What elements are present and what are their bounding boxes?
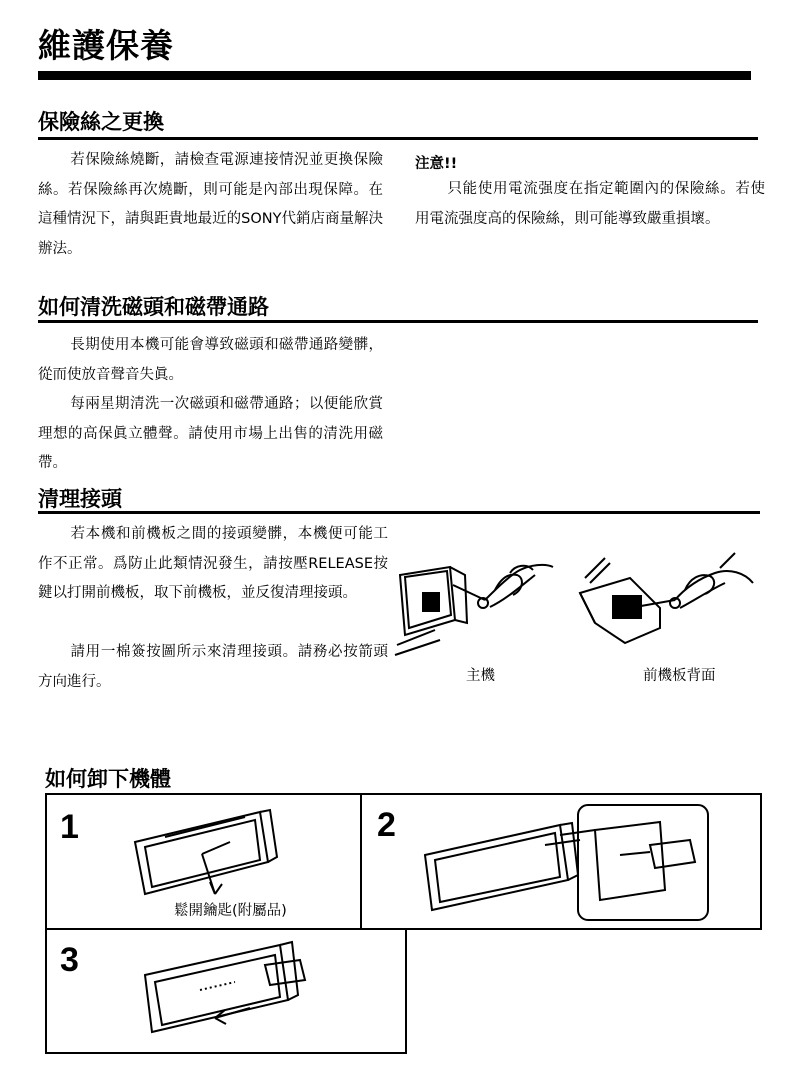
step-2-illustration xyxy=(420,800,720,925)
main-unit-cleaning-illustration xyxy=(395,545,570,660)
step-1-caption: 鬆開鑰匙(附屬品) xyxy=(174,903,287,919)
fuse-note-text: 只能使用電流强度在指定範圍內的保險絲。若使用電流强度高的保險絲，則可能導致嚴重損壞。 xyxy=(415,181,765,227)
caption-main-unit: 主機 xyxy=(466,668,495,684)
connector-section-title: 清理接頭 xyxy=(38,487,122,511)
fuse-body-text: 若保險絲燒斷，請檢查電源連接情況並更換保險絲。若保險絲再次燒斷，則可能是內部出現保障。在這種情況下，請與距貴地最近的SONY代銷店商量解決辦法。 xyxy=(38,152,383,257)
fuse-note-body xyxy=(415,175,765,234)
caption-front-panel-back: 前機板背面 xyxy=(643,668,716,684)
step-1-number: 1 xyxy=(60,808,79,846)
fuse-body xyxy=(38,146,383,264)
connector-p2-text: 請用一棉簽按圖所示來清理接頭。請務必按箭頭方向進行。 xyxy=(38,644,388,690)
removal-section-title: 如何卸下機體 xyxy=(45,767,171,791)
page-title: 維護保養 xyxy=(38,26,174,65)
step-2-number: 2 xyxy=(377,806,396,844)
connector-p2 xyxy=(38,638,388,697)
title-rule xyxy=(38,71,751,80)
head-clean-p2 xyxy=(38,390,383,479)
front-panel-cleaning-illustration xyxy=(575,548,775,660)
head-clean-section-rule xyxy=(38,320,758,323)
step-3-illustration xyxy=(140,930,315,1045)
fuse-section-title: 保險絲之更換 xyxy=(38,110,164,134)
connector-p1-text: 若本機和前機板之間的接頭變髒，本機便可能工作不正常。爲防止此類情況發生，請按壓RELEASE按鍵以打開前機板，取下前機板，並反復清理接頭。 xyxy=(38,526,388,601)
head-clean-p1 xyxy=(38,331,383,390)
head-clean-p2-text: 每兩星期清洗一次磁頭和磁帶通路；以便能欣賞理想的高保眞立體聲。請使用市場上出售的清洗用磁帶。 xyxy=(38,396,383,471)
head-clean-p1-text: 長期使用本機可能會導致磁頭和磁帶通路變髒，從而使放音聲音失眞。 xyxy=(38,337,383,383)
head-clean-section-title: 如何清洗磁頭和磁帶通路 xyxy=(38,295,269,319)
step-3-number: 3 xyxy=(60,941,79,979)
connector-p1 xyxy=(38,520,388,609)
fuse-note-title: 注意!! xyxy=(415,156,458,172)
connector-section-rule xyxy=(38,511,760,514)
step-1-illustration xyxy=(130,802,280,902)
fuse-section-rule xyxy=(38,137,758,140)
